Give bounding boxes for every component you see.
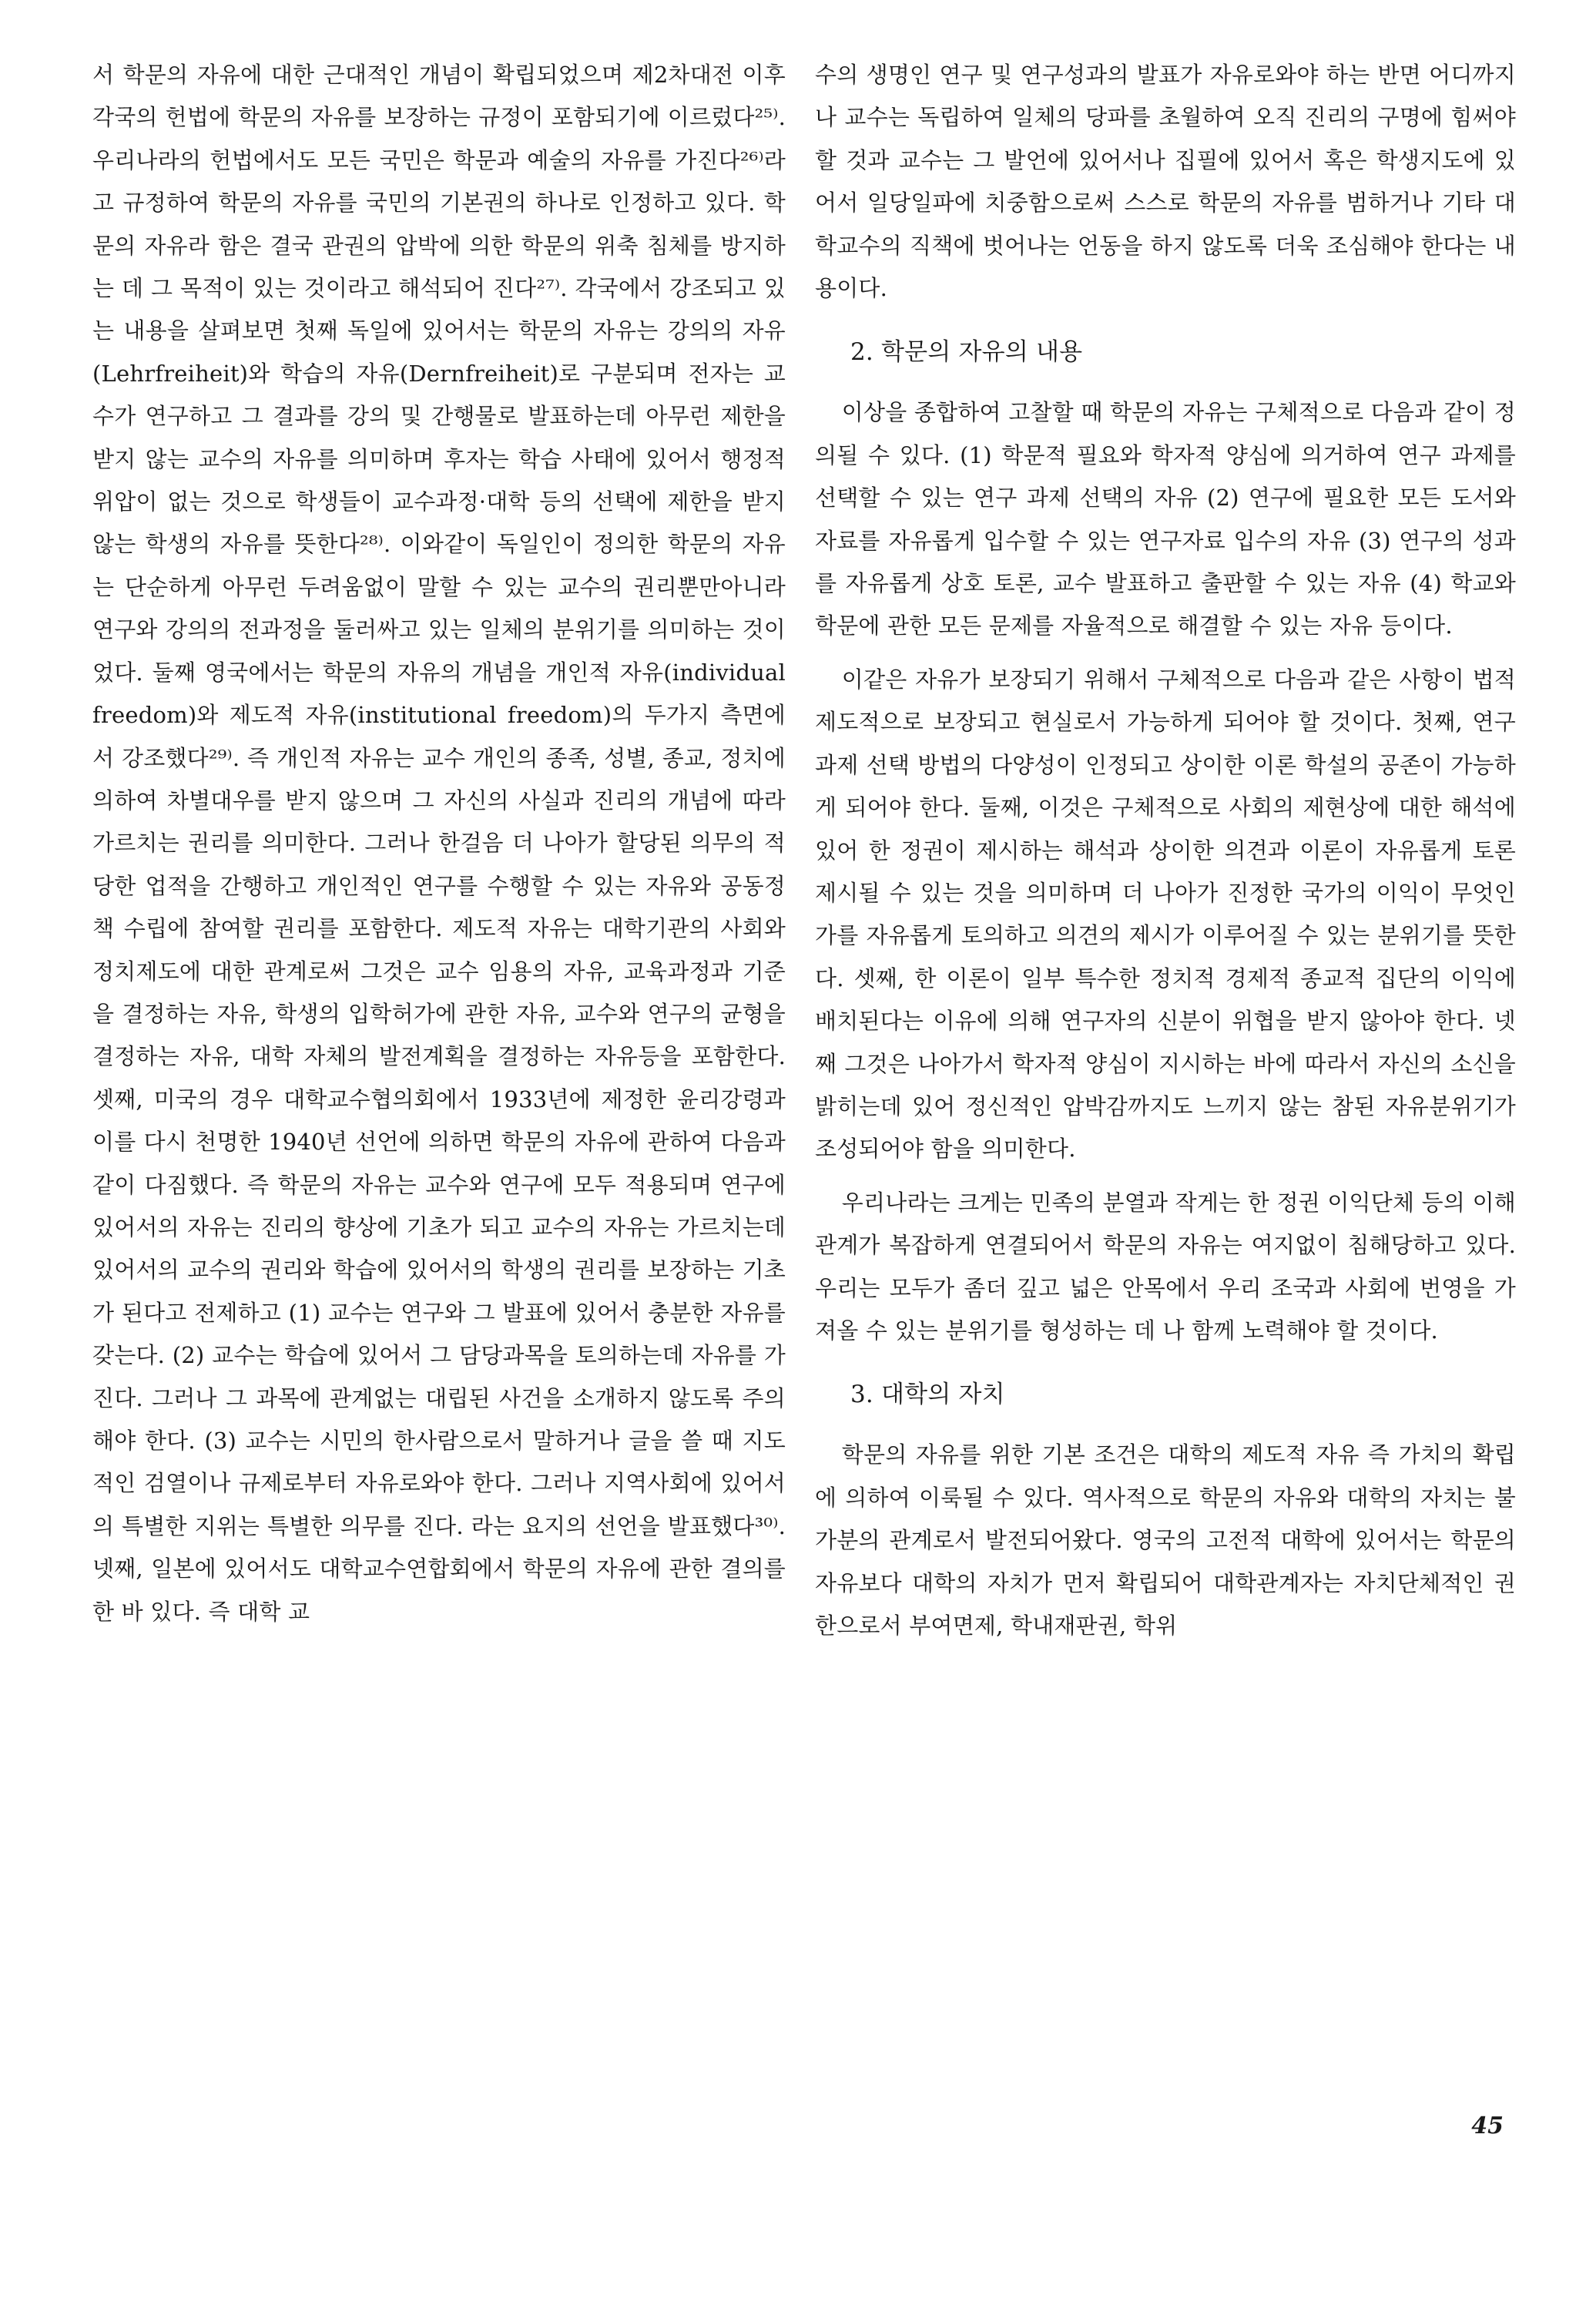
body-paragraph: 이같은 자유가 보장되기 위해서 구체적으로 다음과 같은 사항이 법적 제도적으로 보장되고 현실로서 가능하게 되어야 할 것이다. 첫째, 연구과제 선택 방법의 다양성이 인정되고 상이한 이론 학설의 공존이 가능하게 되어야 한다. 둘째, 이것은 구체적으로 사회의 제현상에 대한 해석에 있어 한 정권이 제시하는 해석과 상이한 의견과 이론이 자유롭게 토론 제시될 수 있는 것을 의미하며 더 나아가 진정한 국가의 이익이 무엇인가를 자유롭게 토의하고 의견의 제시가 이루어질 수 있는 분위기를 뜻한다. 셋째, 한 이론이 일부 특수한 정치적 경제적 종교적 집단의 이익에 배치된다는 이유에 의해 연구자의 신분이 위협을 받지 않아야 한다. 넷째 그것은 나아가서 학자적 양심이 지시하는 바에 따라서 자신의 소신을 밝히는데 있어 정신적인 압박감까지도 느끼지 않는 참된 자유분위기가 조성되어야 함을 의미한다. xyxy=(815,666,1516,1163)
right-column xyxy=(815,54,1516,1658)
section-heading: 2. 학문의 자유의 내용 xyxy=(850,338,1083,367)
body-paragraph: 우리나라는 크게는 민족의 분열과 작게는 한 정권 이익단체 등의 이해관계가 복잡하게 연결되어서 학문의 자유는 여지없이 침해당하고 있다. 우리는 모두가 좀더 깊고 넓은 안목에서 우리 조국과 사회에 번영을 가져올 수 있는 분위기를 형성하는 데 나 함께 노력해야 할 것이다. xyxy=(815,1189,1516,1344)
page-number: 45 xyxy=(1471,2112,1504,2139)
body-paragraph: 학문의 자유를 위한 기본 조건은 대학의 제도적 자유 즉 가치의 확립에 의하여 이룩될 수 있다. 역사적으로 학문의 자유와 대학의 자치는 불가분의 관계로서 발전되어왔다. 영국의 고전적 대학에 있어서는 학문의 자유보다 대학의 자치가 먼저 확립되어 대학관계자는 자치단체적인 권한으로서 부여면제, 학내재판권, 학위 xyxy=(815,1441,1516,1639)
body-paragraph: 이상을 종합하여 고찰할 때 학문의 자유는 구체적으로 다음과 같이 정의될 수 있다. (1) 학문적 필요와 학자적 양심에 의거하여 연구 과제를 선택할 수 있는 연구 과제 선택의 자유 (2) 연구에 필요한 모든 도서와 자료를 자유롭게 입수할 수 있는 연구자료 입수의 자유 (3) 연구의 성과를 자유롭게 상호 토론, 교수 발표하고 출판할 수 있는 자유 (4) 학교와 학문에 관한 모든 문제를 자율적으로 해결할 수 있는 자유 등이다. xyxy=(815,399,1516,639)
body-paragraph: 수의 생명인 연구 및 연구성과의 발표가 자유로와야 하는 반면 어디까지나 교수는 독립하여 일체의 당파를 초월하여 오직 진리의 구명에 힘써야 할 것과 교수는 그 발언에 있어서나 집필에 있어서 혹은 학생지도에 있어서 일당일파에 치중함으로써 스스로 학문의 자유를 범하거나 기타 대학교수의 직책에 벗어나는 언동을 하지 않도록 더욱 조심해야 한다는 내용이다. xyxy=(815,62,1516,302)
section-heading: 3. 대학의 자치 xyxy=(850,1381,1005,1409)
body-paragraph: 서 학문의 자유에 대한 근대적인 개념이 확립되었으며 제2차대전 이후 각국의 헌법에 학문의 자유를 보장하는 규정이 포함되기에 이르렀다²⁵⁾. 우리나라의 헌법에서도 모든 국민은 학문과 예술의 자유를 가진다²⁶⁾라고 규정하여 학문의 자유를 국민의 기본권의 하나로 인정하고 있다. 학문의 자유라 함은 결국 관권의 압박에 의한 학문의 위축 침체를 방지하는 데 그 목적이 있는 것이라고 해석되어 진다²⁷⁾. 각국에서 강조되고 있는 내용을 살펴보면 첫째 독일에 있어서는 학문의 자유는 강의의 자유(Lehrfreiheit)와 학습의 자유(Dernfreiheit)로 구분되며 전자는 교수가 연구하고 그 결과를 강의 및 간행물로 발표하는데 아무런 제한을 받지 않는 교수의 자유를 의미하며 후자는 학습 사태에 있어서 행정적 위압이 없는 것으로 학생들이 교수과정·대학 등의 선택에 제한을 받지 않는 학생의 자유를 뜻한다²⁸⁾. 이와같이 독일인이 정의한 학문의 자유는 단순하게 아무런 두려움없이 말할 수 있는 교수의 권리뿐만아니라 연구와 강의의 전과정을 둘러싸고 있는 일체의 분위기를 의미하는 것이었다. 둘째 영국에서는 학문의 자유의 개념을 개인적 자유(individual freedom)와 제도적 자유(institutional freedom)의 두가지 측면에서 강조했다²⁹⁾. 즉 개인적 자유는 교수 개인의 종족, 성별, 종교, 정치에 의하여 차별대우를 받지 않으며 그 자신의 사실과 진리의 개념에 따라 가르치는 권리를 의미한다. 그러나 한걸음 더 나아가 할당된 의무의 적당한 업적을 간행하고 개인적인 연구를 수행할 수 있는 자유와 공동정책 수립에 참여할 권리를 포함한다. 제도적 자유는 대학기관의 사회와 정치제도에 대한 관계로써 그것은 교수 임용의 자유, 교육과정과 기준을 결정하는 자유, 학생의 입학허가에 관한 자유, 교수와 연구의 균형을 결정하는 자유, 대학 자체의 발전계획을 결정하는 자유등을 포함한다. 셋째, 미국의 경우 대학교수협의회에서 1933년에 제정한 윤리강령과 이를 다시 천명한 1940년 선언에 의하면 학문의 자유에 관하여 다음과 같이 다짐했다. 즉 학문의 자유는 교수와 연구에 모두 적용되며 연구에 있어서의 자유는 진리의 향상에 기초가 되고 교수의 자유는 가르치는데 있어서의 교수의 권리와 학습에 있어서의 학생의 권리를 보장하는 기초가 된다고 전제하고 (1) 교수는 연구와 그 발표에 있어서 충분한 자유를 갖는다. (2) 교수는 학습에 있어서 그 담당과목을 토의하는데 자유를 가진다. 그러나 그 과목에 관계없는 대립된 사건을 소개하지 않도록 주의해야 한다. (3) 교수는 시민의 한사람으로서 말하거나 글을 쓸 때 지도적인 검열이나 규제로부터 자유로와야 한다. 그러나 지역사회에 있어서의 특별한 지위는 특별한 의무를 진다. 라는 요지의 선언을 발표했다³⁰⁾. 넷째, 일본에 있어서도 대학교수연합회에서 학문의 자유에 관한 결의를 한 바 있다. 즉 대학 교 xyxy=(92,62,786,1625)
left-column xyxy=(92,54,786,1644)
